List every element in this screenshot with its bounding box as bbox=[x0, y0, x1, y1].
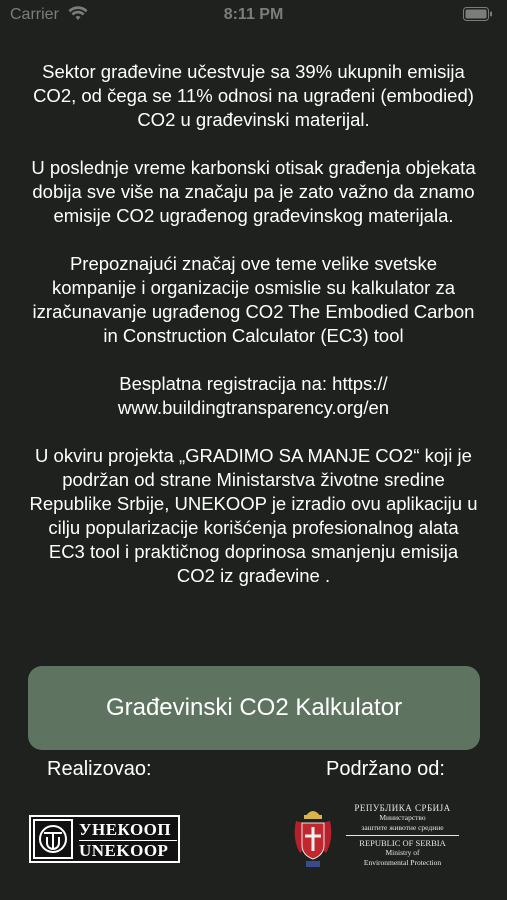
unekoop-logo bbox=[29, 815, 180, 863]
calculator-button[interactable]: Građevinski CO2 Kalkulator bbox=[28, 666, 480, 750]
registration-link[interactable]: Besplatna registracija na: https:// www.buildingtransparency.org/en bbox=[117, 373, 390, 418]
info-paragraph-3: Prepoznajući značaj ove teme velike svetske kompanije i organizacije osmislie su kalkulator za izračunavanje ugrađenog CO2 The Embodied Carbon in Construction Calculator (EC3) tool bbox=[32, 253, 475, 346]
info-paragraph-5: U okviru projekta „GRADIMO SA MANJE CO2“ koji je podržan od strane Ministarstva životne sredine Republike Srbije, UNEKOOP je izradio ovu aplikaciju u cilju popularizacije korišćenja profesionalnog alata EC3 tool i praktičnog doprinosa smanjenju emisija CO2 iz građevine . bbox=[29, 445, 478, 586]
supported-by-label: Podržano od: bbox=[326, 758, 445, 780]
unekoop-symbol-icon bbox=[33, 819, 73, 859]
battery-icon bbox=[463, 7, 493, 26]
realized-by-label: Realizovao: bbox=[47, 758, 152, 780]
carrier-label: Carrier bbox=[10, 6, 59, 23]
ministry-divider bbox=[346, 835, 459, 836]
unekoop-logo-latin: UNEKOOP bbox=[79, 841, 169, 860]
ministry-country-cyrillic: РЕПУБЛИКА СРБИЈА bbox=[354, 803, 451, 813]
ministry-name-cyrillic-2: заштите животне средине bbox=[361, 823, 444, 832]
status-bar bbox=[0, 0, 507, 30]
ministry-logo bbox=[340, 803, 465, 868]
serbia-coat-of-arms-icon bbox=[292, 805, 334, 869]
ministry-name-latin-1: Ministry of bbox=[385, 848, 420, 857]
unekoop-logo-cyrillic: УНЕКООП bbox=[79, 820, 172, 839]
ministry-name-cyrillic-1: Министарство bbox=[379, 813, 426, 822]
info-paragraph-1: Sektor građevine učestvuje sa 39% ukupnih emisija CO2, od čega se 11% odnosi na ugrađeni (embodied) CO2 u građevinski materijal. bbox=[33, 61, 474, 130]
info-paragraph-2: U poslednje vreme karbonski otisak građenja objekata dobija sve više na značaju pa je zato važno da znamo emisije CO2 ugrađenog građevinskog materijala. bbox=[31, 157, 476, 226]
ministry-country-latin: REPUBLIC OF SERBIA bbox=[359, 838, 446, 848]
info-text bbox=[28, 60, 479, 612]
ministry-name-latin-2: Environmental Protection bbox=[363, 858, 442, 867]
status-time: 8:11 PM bbox=[223, 6, 284, 23]
